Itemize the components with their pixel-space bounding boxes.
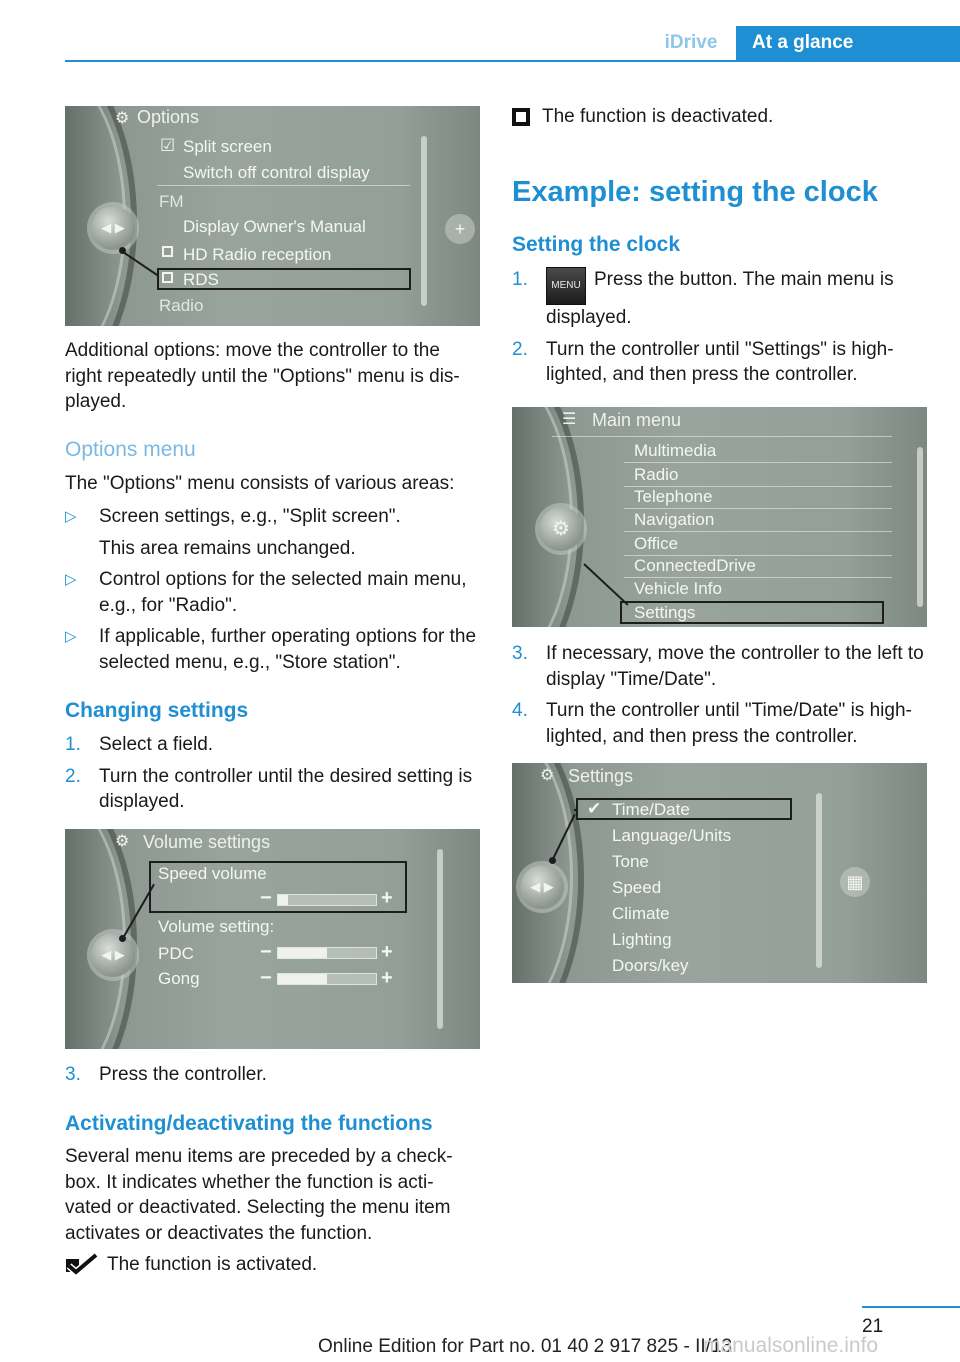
setting-clock-heading: Setting the clock: [512, 233, 681, 256]
triangle-bullet-icon: ▷: [65, 628, 77, 645]
activating-text: Several menu items are preceded by a check‐ box. It indicates whether the function is acti‐ vated or deactivated. Selecting the menu item activates or deactivates the function.: [65, 1146, 453, 1244]
intro-text: Additional options: move the controller to the right repeatedly until the "Options" menu is dis‐ played.: [65, 340, 460, 412]
deactivated-line: The function is deactivated.: [512, 104, 932, 130]
options-icon: ⚙: [115, 110, 130, 127]
step-item: 4. Turn the controller until "Time/Date" is high‐ lighted, and then press the controller.: [512, 700, 912, 747]
controller-icon: ◀ ▶: [91, 933, 135, 977]
options-icon: ⚙: [115, 833, 130, 850]
menu-row: RDS: [183, 270, 219, 289]
settings-title: Settings: [568, 766, 634, 786]
menu-row: Radio: [159, 296, 204, 315]
settings-gear-icon: ⚙: [540, 767, 555, 784]
options-menu-text: The "Options" menu consists of various areas:: [65, 473, 455, 494]
menu-row: Vehicle Info: [634, 579, 722, 598]
bullet-item: ▷ If applicable, further operating options for the selected menu, e.g., "Store station".: [65, 626, 477, 673]
footer-rule: [862, 1306, 960, 1308]
menu-row: Language/Units: [612, 826, 732, 845]
bullet-item: ▷ Control options for the selected main menu, e.g., for "Radio".: [65, 569, 467, 616]
triangle-bullet-icon: ▷: [65, 571, 77, 588]
settings-gear-icon: ⚙: [539, 507, 583, 551]
step-item: 3. If necessary, move the controller to the left to display "Time/Date".: [512, 643, 924, 690]
menu-row: ☑: [160, 136, 176, 155]
menu-row: Time/Date: [612, 800, 690, 819]
options-title: Options: [137, 107, 200, 127]
watermark: manualsonline.info: [703, 1334, 879, 1357]
menu-row: Split screen: [183, 137, 272, 156]
controller-icon: ◀ ▶: [91, 206, 135, 250]
menu-button-icon: MENU: [546, 267, 586, 305]
menu-row: Office: [634, 534, 679, 553]
header-section: iDrive: [664, 32, 718, 53]
volume-slider: [277, 947, 377, 959]
bullet-item: ▷ Screen settings, e.g., "Split screen".: [65, 504, 485, 530]
header-tab: At a glance: [736, 26, 960, 60]
menu-row: Multimedia: [634, 441, 717, 460]
menu-row: Tone: [612, 852, 649, 871]
main-menu-screenshot: [512, 407, 927, 627]
menu-row: Telephone: [634, 487, 713, 506]
activating-heading: Activating/deactivating the functions: [65, 1112, 433, 1135]
menu-row: ConnectedDrive: [634, 556, 756, 575]
menu-row: Doors/key: [612, 956, 689, 975]
activated-line: The function is activated.: [65, 1252, 480, 1278]
menu-row: Switch off control display: [183, 163, 370, 182]
menu-row: Lighting: [612, 930, 672, 949]
volume-slider: [277, 894, 377, 906]
volume-settings-title: Volume settings: [143, 832, 271, 852]
plus-icon: +: [445, 214, 475, 244]
menu-row: Speed volume: [158, 864, 267, 883]
menu-list-icon: ☰: [562, 411, 577, 428]
main-menu-title: Main menu: [592, 410, 682, 430]
menu-row: Display Owner's Manual: [183, 217, 366, 236]
volume-slider: [277, 973, 377, 985]
options-menu-screenshot: [65, 106, 480, 326]
triangle-bullet-icon: ▷: [65, 508, 77, 525]
edition-note: Online Edition for Part no. 01 40 2 917 825 - II/13: [318, 1336, 733, 1357]
step-item: 1. MENU Press the button. The main menu is displayed.: [512, 269, 894, 328]
menu-row: Climate: [612, 904, 670, 923]
step-item: 2. Turn the controller until the desired setting is displayed.: [65, 765, 473, 812]
menu-row: Radio: [634, 465, 679, 484]
volume-settings-screenshot: ◀ ▶ ⚙ Volume settings Speed volume − + Volume setting: PDC − + Gong − +: [65, 829, 480, 1049]
options-menu-heading: Options menu: [65, 438, 196, 461]
header-rule: [65, 60, 960, 62]
menu-row: Navigation: [634, 510, 715, 529]
changing-settings-heading: Changing settings: [65, 699, 249, 722]
checkmark-icon: [65, 1253, 99, 1275]
checkmark-icon: ✔: [587, 799, 602, 818]
menu-row: Gong: [158, 969, 200, 988]
menu-row: Settings: [634, 603, 696, 622]
checkbox-icon: [512, 108, 530, 126]
controller-icon: ◀ ▶: [520, 865, 564, 909]
menu-row: FM: [159, 192, 184, 211]
menu-row: Volume setting:: [158, 917, 275, 936]
menu-row: Speed: [612, 878, 662, 897]
step-item: 2. Turn the controller until "Settings" is high‐ lighted, and then press the controller.: [512, 338, 894, 385]
step-item: 3. Press the controller.: [65, 1064, 267, 1085]
menu-row: HD Radio reception: [183, 245, 332, 264]
toolbox-icon: ▦: [840, 867, 870, 897]
menu-row: PDC: [158, 944, 194, 963]
example-heading: Example: setting the clock: [512, 176, 878, 208]
step-item: 1. Select a field.: [65, 734, 214, 755]
page-number: 21: [862, 1316, 884, 1337]
bullet-note: This area remains unchanged.: [99, 537, 356, 559]
settings-screenshot: [512, 763, 927, 983]
